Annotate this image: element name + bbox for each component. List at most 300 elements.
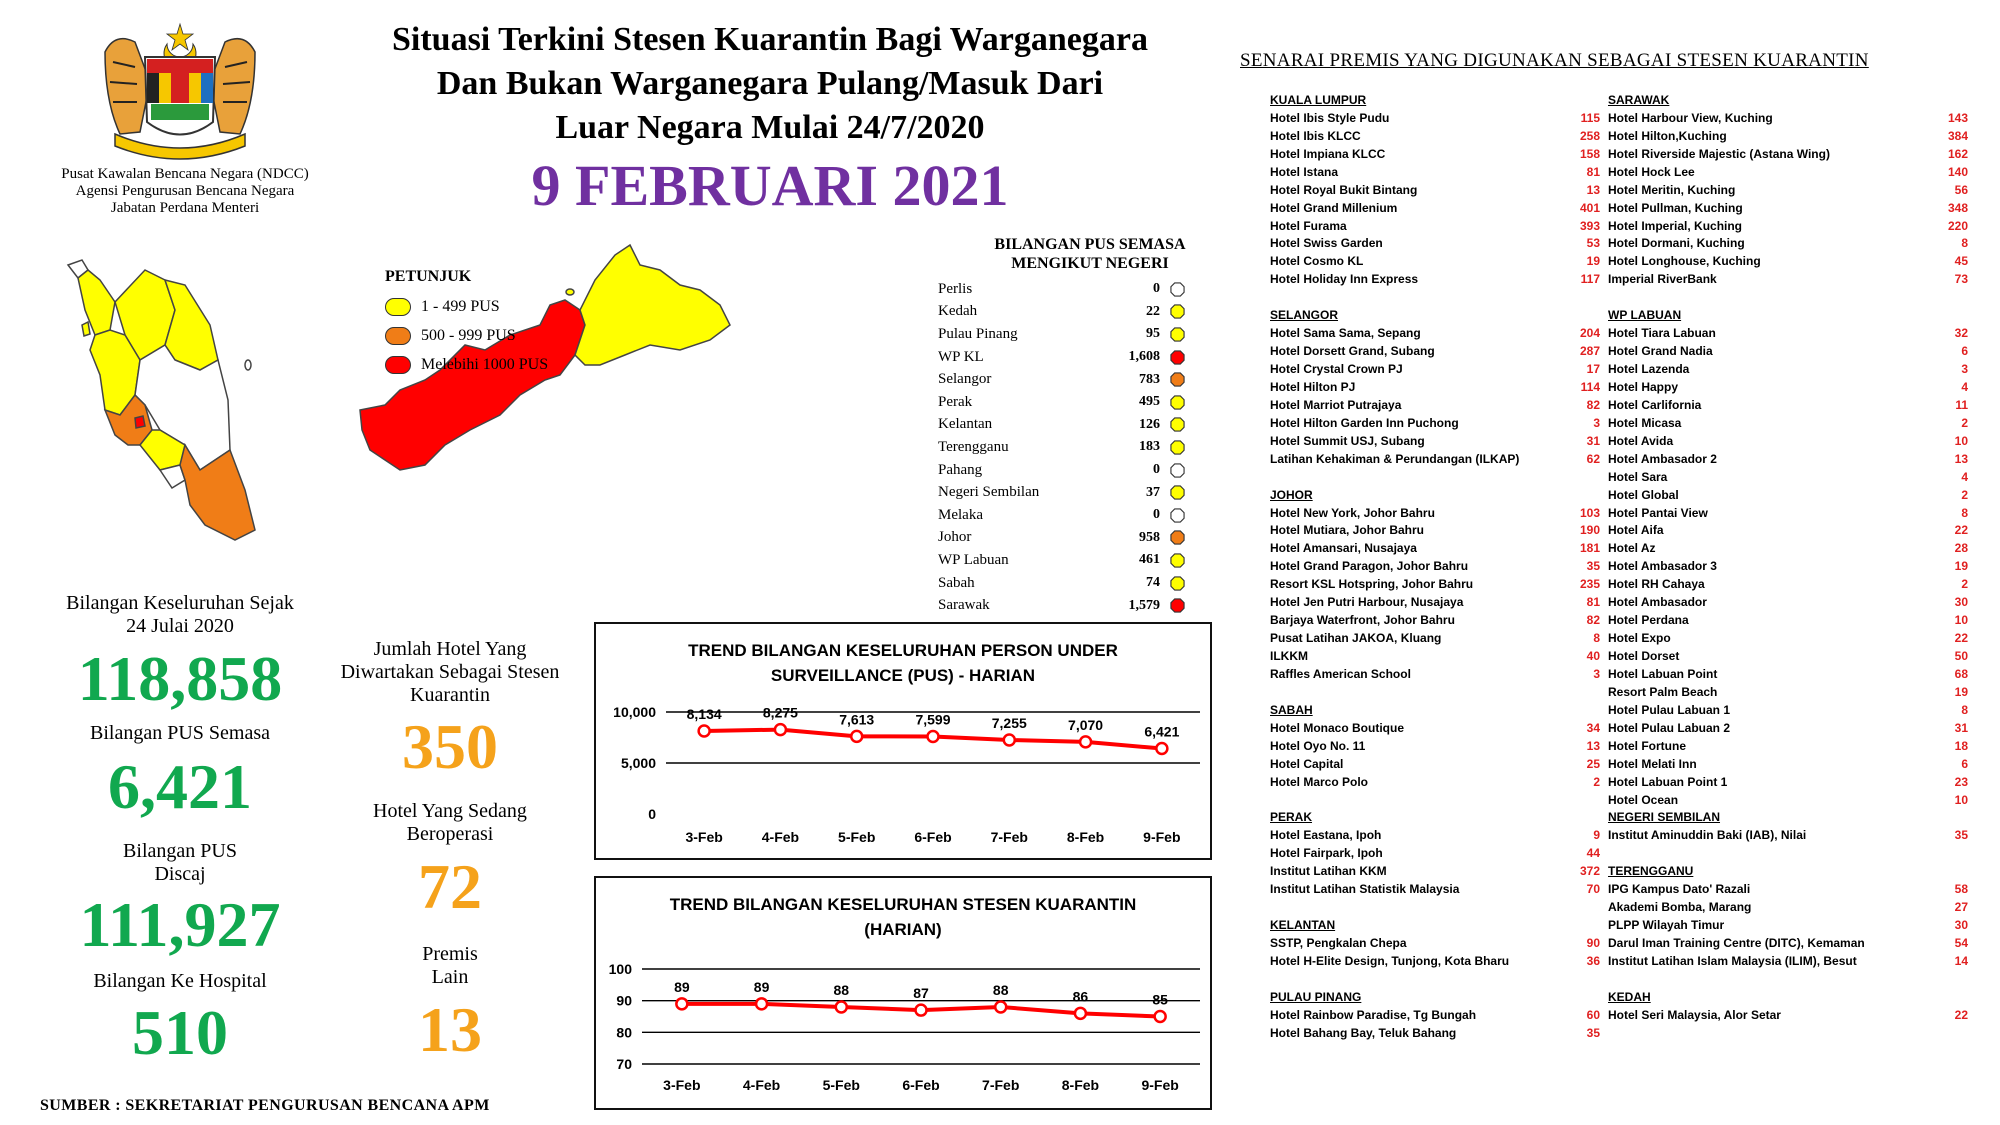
premis-row xyxy=(1270,773,1600,791)
stat-total-block xyxy=(40,592,320,638)
premis-name: Hotel Dorsett Grand, Subang xyxy=(1270,344,1435,359)
premis-count: 17 xyxy=(1586,362,1600,377)
source-note: SUMBER : SEKRETARIAT PENGURUSAN BENCANA APM xyxy=(40,1097,490,1114)
premis-count: 60 xyxy=(1586,1007,1600,1022)
premis-name: Hotel Expo xyxy=(1608,631,1671,646)
data-point xyxy=(851,731,862,742)
legend-item xyxy=(385,292,548,321)
premis-list-right xyxy=(1608,91,1968,1024)
premis-name: Institut Latihan KKM xyxy=(1270,864,1387,879)
premis-name: Hotel Dorset xyxy=(1608,649,1680,664)
premis-row xyxy=(1270,539,1600,557)
premis-count: 22 xyxy=(1954,523,1968,538)
data-label: 6,421 xyxy=(1144,723,1180,740)
other-value: 13 xyxy=(418,994,482,1065)
x-tick-label: 5-Feb xyxy=(822,1077,860,1093)
stat-other-block xyxy=(330,943,570,989)
premis-row xyxy=(1270,665,1600,683)
premis-name: Hotel Ocean xyxy=(1608,792,1679,807)
premis-list-title: SENARAI PREMIS YANG DIGUNAKAN SEBAGAI STESEN KUARANTIN xyxy=(1240,50,1869,71)
total-value: 118,858 xyxy=(77,643,283,714)
state-name: Kelantan xyxy=(938,416,993,433)
premis-row xyxy=(1270,575,1600,593)
current-label: Bilangan PUS Semasa xyxy=(90,722,270,744)
state-row xyxy=(938,301,1208,324)
y-tick-label: 80 xyxy=(616,1024,632,1041)
map-pulau-pinang xyxy=(82,322,90,336)
premis-row xyxy=(1270,737,1600,755)
x-tick-label: 7-Feb xyxy=(990,829,1028,845)
premis-name: Hotel Pulau Labuan 2 xyxy=(1608,720,1731,735)
premis-row xyxy=(1270,396,1600,414)
other-label-2: Lain xyxy=(431,966,469,988)
premis-name: Hotel Riverside Majestic (Astana Wing) xyxy=(1608,146,1830,161)
premis-row xyxy=(1270,934,1600,952)
map-legend xyxy=(385,268,548,379)
premis-row xyxy=(1270,1024,1600,1042)
premis-name: Institut Latihan Statistik Malaysia xyxy=(1270,882,1460,897)
state-row xyxy=(938,549,1208,572)
premis-count: 190 xyxy=(1579,523,1600,538)
premis-count: 10 xyxy=(1954,613,1968,628)
premis-name: Hotel Aifa xyxy=(1608,523,1664,538)
station-chart-plot xyxy=(596,878,1210,1108)
premis-state-heading: PERAK xyxy=(1270,810,1313,825)
report-date: 9 FEBRUARI 2021 xyxy=(531,153,1009,218)
title-line-2: Dan Bukan Warganegara Pulang/Masuk Dari xyxy=(436,65,1104,102)
y-tick-label: 70 xyxy=(616,1056,632,1072)
hotels-label-1: Jumlah Hotel Yang xyxy=(373,638,527,660)
data-point xyxy=(916,1005,927,1016)
premis-count: 235 xyxy=(1579,577,1600,592)
state-name: Pulau Pinang xyxy=(938,325,1018,342)
premis-count: 181 xyxy=(1579,541,1600,556)
premis-row xyxy=(1608,880,1968,898)
state-title-line-1: BILANGAN PUS SEMASA xyxy=(994,236,1186,253)
pus-chart-plot xyxy=(596,624,1210,858)
premis-name: Hotel Mutiara, Johor Bahru xyxy=(1270,523,1425,538)
premis-name: Hotel Impiana KLCC xyxy=(1270,146,1386,161)
premis-name: Hotel Happy xyxy=(1608,379,1679,394)
premis-row xyxy=(1270,360,1600,378)
premis-name: Hotel Fairpark, Ipoh xyxy=(1270,846,1383,861)
state-value: 22 xyxy=(1146,303,1160,319)
premis-name: Hotel Longhouse, Kuching xyxy=(1608,254,1761,269)
data-point xyxy=(836,1002,847,1013)
premis-row xyxy=(1608,522,1968,540)
premis-state-heading: PULAU PINANG xyxy=(1270,989,1362,1004)
hotels-label-3: Kuarantin xyxy=(410,684,490,706)
premis-row xyxy=(1608,952,1968,970)
premis-count: 18 xyxy=(1954,738,1968,753)
premis-row xyxy=(1608,342,1968,360)
state-row xyxy=(938,414,1208,437)
premis-state-heading: WP LABUAN xyxy=(1608,308,1682,323)
premis-count: 401 xyxy=(1579,200,1600,215)
premis-name: Institut Latihan Islam Malaysia (ILIM), Besut xyxy=(1608,953,1857,968)
state-name: Perak xyxy=(938,393,973,410)
premis-gap xyxy=(1608,288,1968,306)
premis-count: 13 xyxy=(1586,182,1600,197)
state-row xyxy=(938,527,1208,550)
state-name: Kedah xyxy=(938,303,978,320)
legend-item xyxy=(385,321,548,350)
agency-line-2: Agensi Pengurusan Bencana Negara xyxy=(75,183,295,199)
state-value: 126 xyxy=(1139,416,1160,432)
premis-gap xyxy=(1608,844,1968,862)
x-tick-label: 3-Feb xyxy=(663,1077,701,1093)
premis-row xyxy=(1270,163,1600,181)
data-label: 87 xyxy=(913,985,929,1002)
premis-name: Hotel Sara xyxy=(1608,469,1668,484)
data-point xyxy=(928,731,939,742)
premis-row xyxy=(1270,414,1600,432)
data-point xyxy=(676,998,687,1009)
legend-label: 1 - 499 PUS xyxy=(421,297,500,315)
premis-count: 68 xyxy=(1954,666,1968,681)
premis-row xyxy=(1608,539,1968,557)
premis-row xyxy=(1270,504,1600,522)
premis-count: 56 xyxy=(1954,182,1968,197)
premis-name: Hotel Meritin, Kuching xyxy=(1608,182,1736,197)
premis-row xyxy=(1608,557,1968,575)
premis-count: 19 xyxy=(1954,684,1968,699)
x-tick-label: 7-Feb xyxy=(982,1077,1020,1093)
legend-item xyxy=(385,350,548,379)
map-johor xyxy=(180,445,255,540)
premis-row xyxy=(1608,826,1968,844)
premis-row xyxy=(1608,235,1968,253)
discharged-label-2: Discaj xyxy=(154,863,206,885)
premis-name: Hotel Amansari, Nusajaya xyxy=(1270,541,1417,556)
premis-name: Hotel Jen Putri Harbour, Nusajaya xyxy=(1270,595,1464,610)
premis-row xyxy=(1270,557,1600,575)
premis-count: 14 xyxy=(1954,953,1968,968)
map-wp-labuan xyxy=(566,289,574,295)
premis-name: Hotel Seri Malaysia, Alor Setar xyxy=(1608,1007,1781,1022)
premis-row xyxy=(1608,773,1968,791)
discharged-label-1: Bilangan PUS xyxy=(123,840,237,862)
premis-count: 3 xyxy=(1961,362,1968,377)
premis-name: Hotel Global xyxy=(1608,487,1679,502)
premis-name: Hotel Imperial, Kuching xyxy=(1608,218,1743,233)
premis-count: 28 xyxy=(1954,541,1968,556)
state-name: Sarawak xyxy=(938,597,990,614)
premis-row xyxy=(1608,647,1968,665)
state-row xyxy=(938,481,1208,504)
stat-operating-block xyxy=(330,800,570,846)
state-row xyxy=(938,323,1208,346)
state-status-dot xyxy=(1170,395,1185,410)
premis-count: 143 xyxy=(1947,110,1968,125)
premis-row xyxy=(1270,1006,1600,1024)
state-row xyxy=(938,346,1208,369)
premis-name: IPG Kampus Dato' Razali xyxy=(1608,882,1751,897)
premis-name: Hotel Hilton PJ xyxy=(1270,379,1356,394)
premis-count: 8 xyxy=(1961,702,1968,717)
premis-row xyxy=(1608,396,1968,414)
premis-count: 58 xyxy=(1954,882,1968,897)
data-label: 86 xyxy=(1072,988,1089,1005)
state-status-dot xyxy=(1170,485,1185,500)
premis-row xyxy=(1270,826,1600,844)
premis-name: Hotel Grand Nadia xyxy=(1608,344,1713,359)
premis-count: 384 xyxy=(1947,128,1968,143)
title-line-3: Luar Negara Mulai 24/7/2020 xyxy=(555,109,985,146)
pus-chart-title-line-2: SURVEILLANCE (PUS) - HARIAN xyxy=(770,666,1036,685)
premis-count: 348 xyxy=(1947,200,1968,215)
premis-count: 44 xyxy=(1586,846,1600,861)
premis-name: Hotel Labuan Point xyxy=(1608,666,1718,681)
premis-count: 114 xyxy=(1580,379,1600,394)
premis-count: 22 xyxy=(1954,631,1968,646)
premis-gap xyxy=(1270,468,1600,486)
hotels-value: 350 xyxy=(402,711,498,782)
state-row xyxy=(938,391,1208,414)
total-label-2: 24 Julai 2020 xyxy=(126,615,234,637)
premis-name: Hotel Micasa xyxy=(1608,415,1682,430)
premis-count: 40 xyxy=(1586,649,1600,664)
premis-row xyxy=(1608,898,1968,916)
state-value: 958 xyxy=(1139,529,1160,545)
state-row xyxy=(938,368,1208,391)
operating-value: 72 xyxy=(418,851,482,922)
state-status-dot xyxy=(1170,372,1185,387)
legend-swatch xyxy=(385,327,411,345)
y-tick-label: 10,000 xyxy=(613,704,656,720)
premis-row xyxy=(1270,611,1600,629)
state-name: WP KL xyxy=(938,348,984,365)
state-status-dot xyxy=(1170,508,1185,523)
y-tick-label: 5,000 xyxy=(620,755,656,771)
state-status-dot xyxy=(1170,553,1185,568)
data-label: 88 xyxy=(833,982,850,998)
premis-count: 22 xyxy=(1954,1007,1968,1022)
x-tick-label: 9-Feb xyxy=(1143,829,1181,845)
premis-row xyxy=(1608,163,1968,181)
premis-name: Pusat Latihan JAKOA, Kluang xyxy=(1270,631,1442,646)
state-value: 461 xyxy=(1139,552,1160,568)
premis-row xyxy=(1608,755,1968,773)
premis-name: Hotel Marco Polo xyxy=(1270,774,1369,789)
premis-count: 53 xyxy=(1586,236,1600,251)
state-row xyxy=(938,594,1208,617)
x-tick-label: 6-Feb xyxy=(902,1077,940,1093)
x-tick-label: 4-Feb xyxy=(761,829,800,845)
premis-name: Hotel Furama xyxy=(1270,218,1347,233)
premis-count: 35 xyxy=(1586,1025,1600,1040)
premis-row xyxy=(1608,127,1968,145)
other-label-1: Premis xyxy=(422,943,478,965)
premis-count: 70 xyxy=(1586,882,1600,897)
malaysia-coat-of-arms-logo xyxy=(95,22,265,162)
premis-count: 393 xyxy=(1579,218,1600,233)
premis-row xyxy=(1270,324,1600,342)
state-row xyxy=(938,436,1208,459)
state-row xyxy=(938,504,1208,527)
premis-count: 19 xyxy=(1586,254,1600,269)
data-label: 89 xyxy=(674,978,690,995)
data-point xyxy=(775,724,786,735)
premis-name: Institut Aminuddin Baki (IAB), Nilai xyxy=(1608,828,1807,843)
premis-count: 220 xyxy=(1947,218,1968,233)
state-status-dot xyxy=(1170,417,1185,432)
premis-name: Hotel Bahang Bay, Teluk Bahang xyxy=(1270,1025,1457,1040)
premis-gap xyxy=(1270,288,1600,306)
station-chart-title-line-1: TREND BILANGAN KESELURUHAN STESEN KUARANTIN xyxy=(669,895,1137,914)
state-row xyxy=(938,572,1208,595)
premis-name: Hotel Pulau Labuan 1 xyxy=(1608,702,1731,717)
premis-name: Hotel Ambasador 2 xyxy=(1608,451,1717,466)
state-table-title xyxy=(930,235,1250,273)
premis-name: Hotel Istana xyxy=(1270,164,1339,179)
hospital-value: 510 xyxy=(132,997,228,1068)
data-point xyxy=(1075,1008,1086,1019)
premis-row xyxy=(1608,378,1968,396)
premis-count: 117 xyxy=(1580,272,1600,287)
state-title-line-2: MENGIKUT NEGERI xyxy=(1011,255,1169,272)
premis-row xyxy=(1270,844,1600,862)
legend-swatch xyxy=(385,298,411,316)
premis-name: Hotel Lazenda xyxy=(1608,362,1690,377)
legend-rows xyxy=(385,292,548,379)
premis-state-heading: SARAWAK xyxy=(1608,92,1670,107)
premis-count: 3 xyxy=(1593,666,1600,681)
premis-row xyxy=(1270,952,1600,970)
premis-row xyxy=(1270,522,1600,540)
premis-row xyxy=(1270,199,1600,217)
premis-count: 140 xyxy=(1947,164,1968,179)
premis-name: Hotel Royal Bukit Bintang xyxy=(1270,182,1418,197)
y-tick-label: 90 xyxy=(616,992,632,1009)
premis-row xyxy=(1270,432,1600,450)
state-name: Negeri Sembilan xyxy=(938,484,1040,501)
premis-name: Hotel Pullman, Kuching xyxy=(1608,200,1743,215)
premis-name: Imperial RiverBank xyxy=(1608,272,1717,287)
premis-state-heading: KUALA LUMPUR xyxy=(1270,92,1367,107)
data-label: 88 xyxy=(992,982,1009,998)
y-tick-label: 100 xyxy=(608,961,632,977)
premis-row xyxy=(1608,252,1968,270)
premis-count: 73 xyxy=(1954,272,1968,287)
x-tick-label: 3-Feb xyxy=(685,829,723,845)
premis-row xyxy=(1608,683,1968,701)
premis-name: Hotel Monaco Boutique xyxy=(1270,720,1404,735)
premis-count: 32 xyxy=(1954,326,1968,341)
premis-row xyxy=(1608,324,1968,342)
premis-count: 3 xyxy=(1593,415,1600,430)
premis-name: Hotel Ibis KLCC xyxy=(1270,128,1361,143)
premis-count: 2 xyxy=(1961,487,1968,502)
premis-name: Barjaya Waterfront, Johor Bahru xyxy=(1270,613,1455,628)
premis-name: Hotel Fortune xyxy=(1608,738,1686,753)
premis-count: 2 xyxy=(1961,415,1968,430)
premis-state-heading: JOHOR xyxy=(1270,487,1313,502)
premis-name: Latihan Kehakiman & Perundangan (ILKAP) xyxy=(1270,451,1520,466)
state-status-dot xyxy=(1170,327,1185,342)
stat-hotels-block xyxy=(330,638,570,707)
premis-count: 90 xyxy=(1586,936,1600,951)
premis-count: 30 xyxy=(1954,918,1968,933)
state-name: Melaka xyxy=(938,506,983,523)
state-value: 0 xyxy=(1153,281,1160,297)
premis-count: 19 xyxy=(1954,559,1968,574)
premis-row xyxy=(1270,862,1600,880)
data-point xyxy=(1080,736,1091,747)
premis-row xyxy=(1270,270,1600,288)
data-label: 8,275 xyxy=(762,704,798,721)
premis-count: 35 xyxy=(1586,559,1600,574)
data-point xyxy=(1004,734,1015,745)
premis-row xyxy=(1270,647,1600,665)
premis-name: Darul Iman Training Centre (DITC), Kemaman xyxy=(1608,936,1865,951)
premis-name: Hotel Tiara Labuan xyxy=(1608,326,1716,341)
state-value: 1,579 xyxy=(1128,597,1160,613)
premis-row xyxy=(1608,916,1968,934)
premis-name: Hotel Crystal Crown PJ xyxy=(1270,362,1403,377)
state-value: 37 xyxy=(1146,484,1160,500)
premis-state-heading: SELANGOR xyxy=(1270,308,1339,323)
premis-count: 2 xyxy=(1593,774,1600,789)
premis-name: PLPP Wilayah Timur xyxy=(1608,918,1725,933)
current-value: 6,421 xyxy=(108,751,252,822)
legend-title: PETUNJUK xyxy=(385,268,472,285)
map-wp-kl xyxy=(135,416,145,428)
premis-row xyxy=(1270,235,1600,253)
premis-gap xyxy=(1608,970,1968,988)
premis-count: 9 xyxy=(1593,828,1600,843)
premis-name: Hotel RH Cahaya xyxy=(1608,577,1705,592)
premis-row xyxy=(1608,181,1968,199)
premis-row xyxy=(1270,755,1600,773)
data-point xyxy=(699,726,710,737)
premis-count: 13 xyxy=(1954,451,1968,466)
page-title xyxy=(330,18,1210,150)
premis-gap xyxy=(1270,970,1600,988)
premis-count: 10 xyxy=(1954,792,1968,807)
premis-name: Hotel Swiss Garden xyxy=(1270,236,1383,251)
premis-row xyxy=(1608,701,1968,719)
premis-row xyxy=(1608,1006,1968,1024)
premis-row xyxy=(1608,270,1968,288)
premis-name: SSTP, Pengkalan Chepa xyxy=(1270,936,1407,951)
premis-state-heading: KEDAH xyxy=(1608,989,1651,1004)
legend-label: 500 - 999 PUS xyxy=(421,326,516,344)
premis-row xyxy=(1608,450,1968,468)
premis-count: 36 xyxy=(1586,953,1600,968)
premis-row xyxy=(1608,486,1968,504)
x-tick-label: 5-Feb xyxy=(838,829,876,845)
discharged-value: 111,927 xyxy=(79,889,281,960)
premis-row xyxy=(1608,360,1968,378)
premis-count: 81 xyxy=(1586,164,1600,179)
premis-row xyxy=(1608,414,1968,432)
premis-name: Hotel Grand Paragon, Johor Bahru xyxy=(1270,559,1469,574)
data-label: 8,134 xyxy=(686,706,722,723)
agency-line-3: Jabatan Perdana Menteri xyxy=(110,200,260,216)
premis-count: 82 xyxy=(1586,397,1600,412)
premis-row xyxy=(1608,199,1968,217)
premis-name: Resort KSL Hotspring, Johor Bahru xyxy=(1270,577,1474,592)
premis-count: 8 xyxy=(1593,631,1600,646)
premis-row xyxy=(1270,127,1600,145)
premis-count: 6 xyxy=(1961,756,1968,771)
premis-gap xyxy=(1270,683,1600,701)
premis-name: Resort Palm Beach xyxy=(1608,684,1718,699)
premis-count: 4 xyxy=(1961,379,1968,394)
hotels-label-2: Diwartakan Sebagai Stesen xyxy=(340,661,560,683)
data-point xyxy=(995,1002,1006,1013)
